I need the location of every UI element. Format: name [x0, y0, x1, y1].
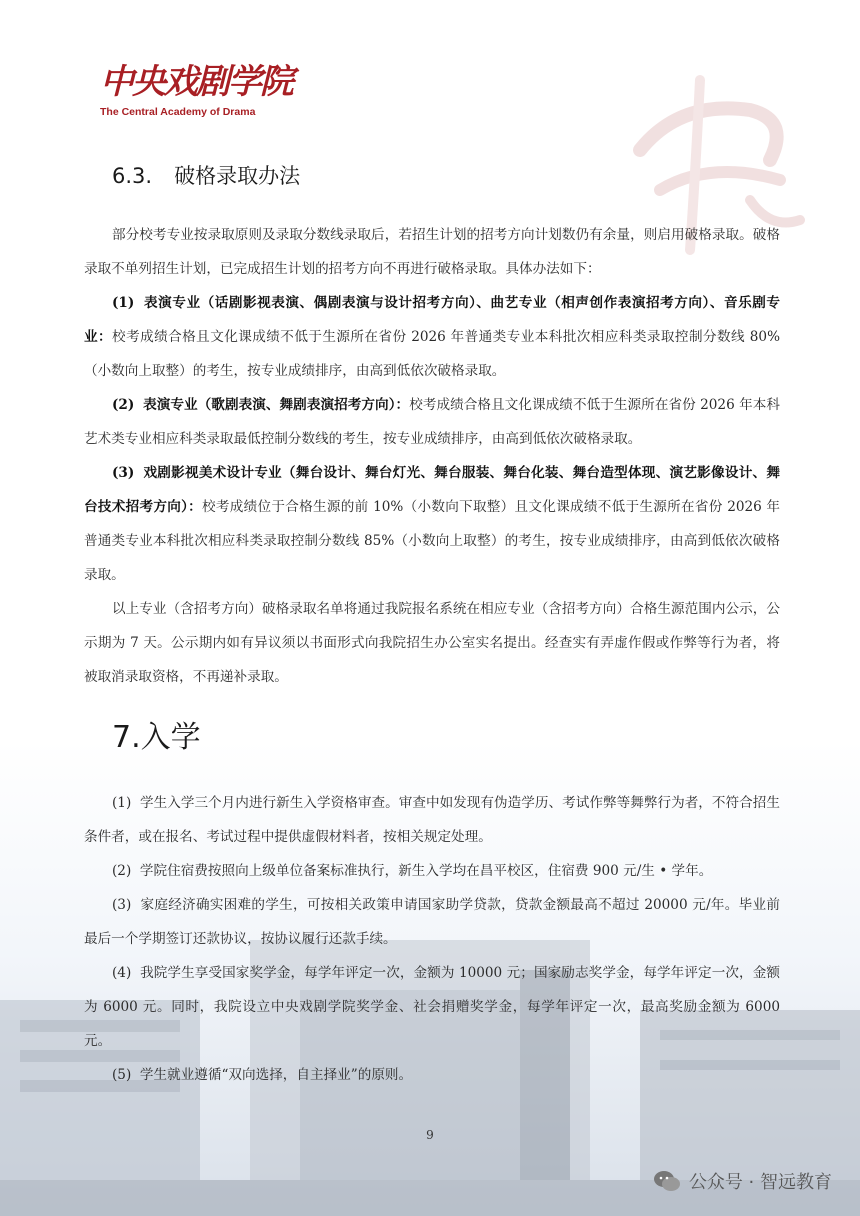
section-6-3-item-3 — [84, 456, 780, 592]
item-2-text: 校考成绩合格且文化课成绩不低于生源所在省份 2026 年本科艺术类专业相应科类录取最低控制分数线的考生，按专业成绩排序，由高到低依次破格录取。 — [84, 397, 780, 447]
item-2-label: (2) — [112, 397, 135, 413]
item-3-text: 校考成绩位于合格生源的前 10%（小数向下取整）且文化课成绩不低于生源所在省份 2026 年普通类专业本科批次相应科类录取控制分数线 85%（小数向上取整）的考生，按专业成绩排序，由高到低依次破格录取。 — [84, 499, 780, 583]
logo-chinese-name: 中央戏剧学院 — [100, 62, 292, 102]
item-1-text: 校考成绩合格且文化课成绩不低于生源所在省份 2026 年普通类专业本科批次相应科类录取控制分数线 80%（小数向上取整）的考生，按专业成绩排序，由高到低依次破格录取。 — [84, 329, 780, 379]
section-7-item-3 — [84, 888, 780, 956]
item-3-bold: 戏剧影视美术设计专业（舞台设计、舞台灯光、舞台服装、舞台化装、舞台造型体现、演艺影像设计、舞台技术招考方向）： — [84, 465, 780, 515]
section-7-heading — [112, 712, 201, 756]
s7-item-2-label: (2) — [112, 863, 132, 879]
item-3-label: (3) — [112, 465, 135, 481]
section-7-item-4 — [84, 956, 780, 1058]
item-1-label: (1) — [112, 295, 135, 311]
s7-item-2-text: 学院住宿费按照向上级单位备案标准执行，新生入学均在昌平校区，住宿费 900 元/生 • 学年。 — [139, 863, 713, 879]
item-1-bold: 表演专业（话剧影视表演、偶剧表演与设计招考方向）、曲艺专业（相声创作表演招考方向）、音乐剧专业： — [84, 295, 780, 345]
item-2-bold: 表演专业（歌剧表演、舞剧表演招考方向）： — [143, 397, 410, 413]
s7-item-4-label: (4) — [112, 965, 132, 981]
s7-item-5-label: (5) — [112, 1067, 132, 1083]
section-7-item-1 — [84, 786, 780, 854]
section-6-3-closing — [84, 592, 780, 694]
section-7-item-5 — [84, 1058, 780, 1092]
s7-item-3-label: (3) — [112, 897, 132, 913]
s7-item-5-text: 学生就业遵循“双向选择，自主择业”的原则。 — [139, 1067, 413, 1083]
s7-item-1-text: 学生入学三个月内进行新生入学资格审查。审查中如发现有伪造学历、考试作弊等舞弊行为者，不符合招生条件者，或在报名、考试过程中提供虚假材料者，按相关规定处理。 — [84, 795, 780, 845]
section-7-item-2 — [84, 854, 780, 888]
section-7-title: 入学 — [140, 720, 201, 755]
wechat-icon — [653, 1170, 681, 1192]
closing-text: 以上专业（含招考方向）破格录取名单将通过我院报名系统在相应专业（含招考方向）合格生源范围内公示，公示期为 7 天。公示期内如有异议须以书面形式向我院招生办公室实名提出。经查实有弄虚作假或作弊等行为者，将被取消录取资格，不再递补录取。 — [84, 601, 780, 685]
section-6-3-item-2 — [84, 388, 780, 456]
section-6-3-intro — [84, 218, 780, 286]
s7-item-1-label: (1) — [112, 795, 132, 811]
intro-text: 部分校考专业按录取原则及录取分数线录取后，若招生计划的招考方向计划数仍有余量，则启用破格录取。破格录取不单列招生计划，已完成招生计划的招考方向不再进行破格录取。具体办法如下： — [84, 227, 780, 277]
section-6-3-title: 破格录取办法 — [174, 164, 301, 188]
wechat-account-watermark — [653, 1168, 832, 1194]
s7-item-4-text: 我院学生享受国家奖学金，每学年评定一次，金额为 10000 元；国家励志奖学金，每学年评定一次，金额为 6000 元。同时，我院设立中央戏剧学院奖学金、社会捐赠奖学金，每学年评定一次，最高奖励金额为 6000 元。 — [84, 965, 780, 1049]
page-number: 9 — [426, 1128, 434, 1142]
s7-item-3-text: 家庭经济确实困难的学生，可按相关政策申请国家助学贷款，贷款金额最高不超过 20000 元/年。毕业前最后一个学期签订还款协议，按协议履行还款手续。 — [84, 897, 780, 947]
academy-logo — [100, 62, 292, 118]
section-6-3-number: 6.3. — [112, 164, 153, 188]
section-7-number: 7. — [112, 720, 141, 755]
logo-english-name: The Central Academy of Drama — [100, 106, 256, 118]
section-6-3-heading — [112, 160, 300, 190]
wechat-account-label: 公众号 · 智远教育 — [688, 1172, 832, 1193]
section-6-3-item-1 — [84, 286, 780, 388]
